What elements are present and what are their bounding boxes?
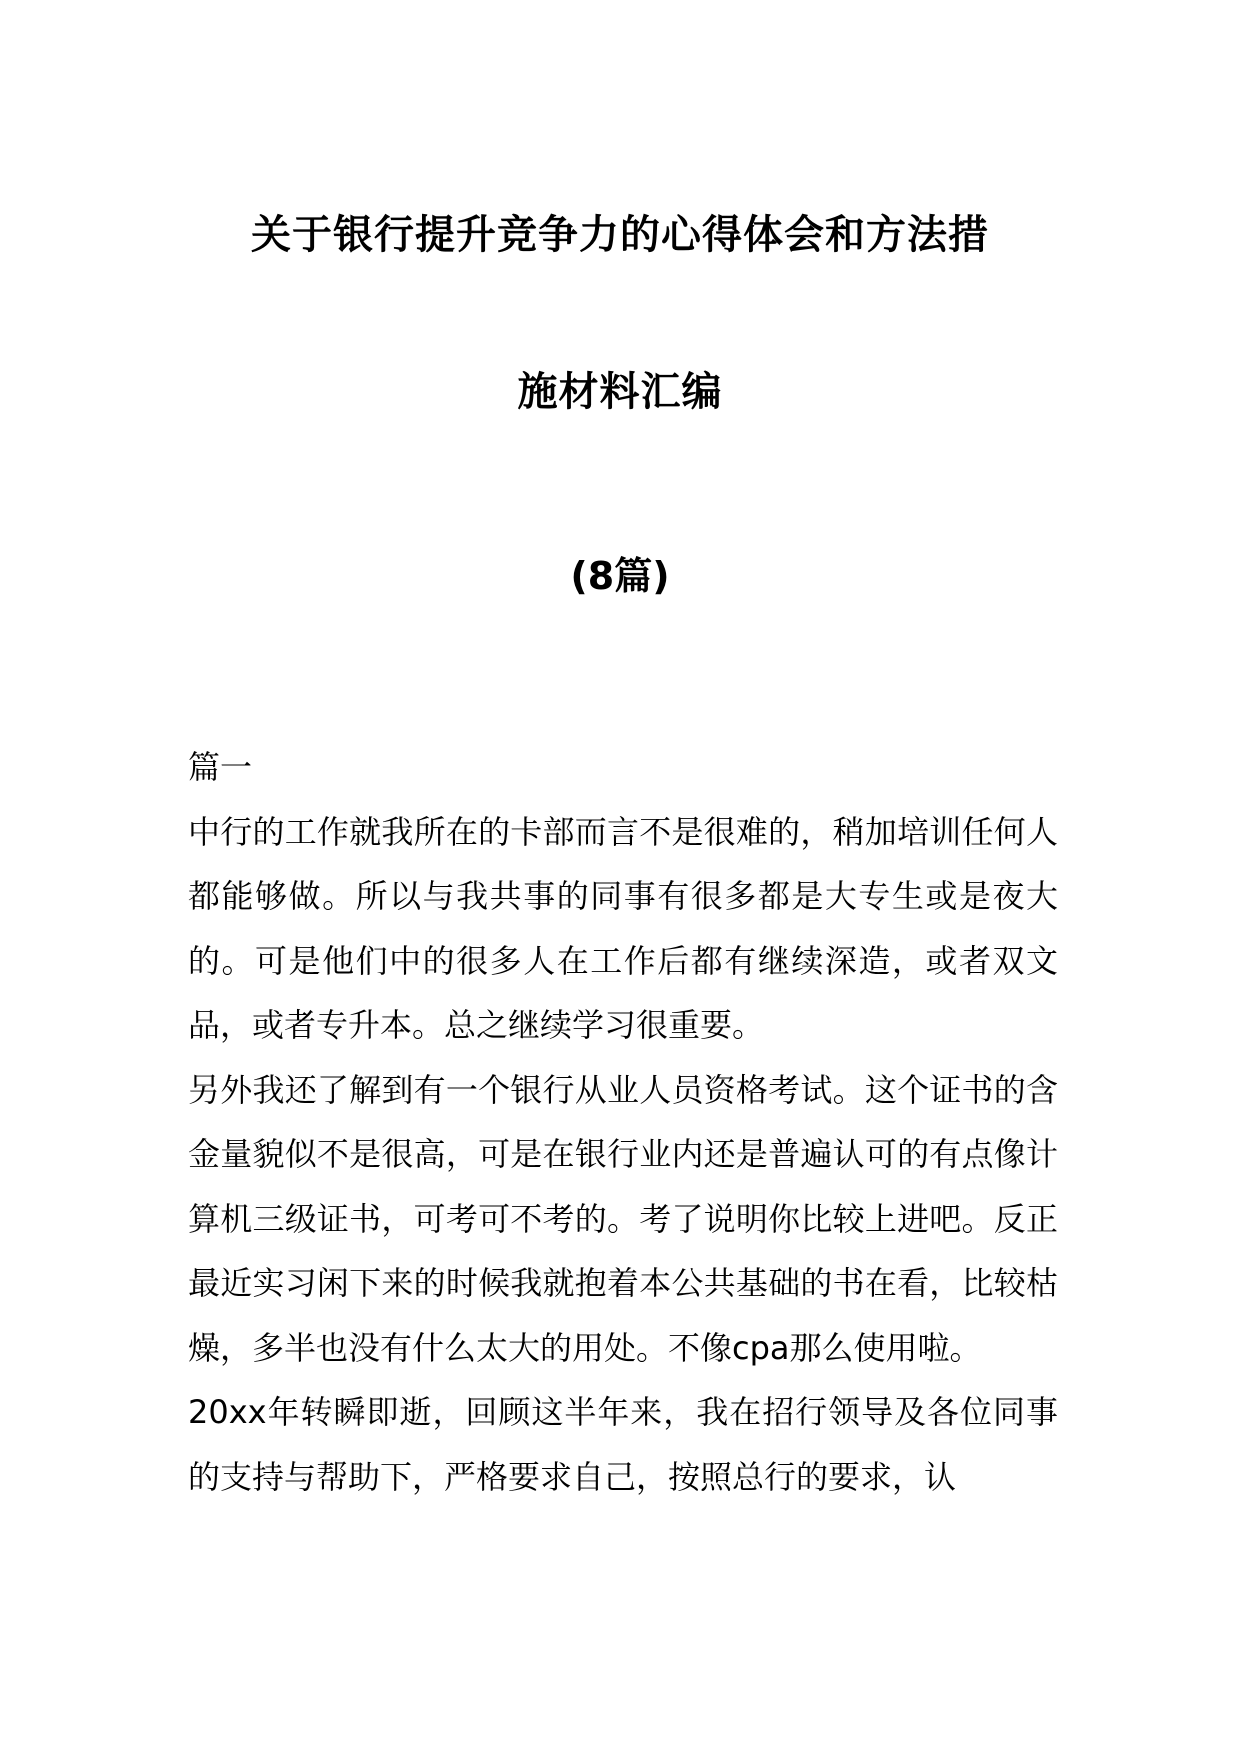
section-label: 篇一: [188, 748, 253, 786]
document-title-line-2: 施材料汇编: [517, 369, 723, 415]
document-body: [188, 735, 1058, 1509]
paragraph-1: 中行的工作就我所在的卡部而言不是很难的，稍加培训任何人都能够做。所以与我共事的同事有很多都是大专生或是夜大的。可是他们中的很多人在工作后都有继续深造，或者双文品，或者专升本。总之继续学习很重要。: [188, 812, 1058, 1044]
document-title-line-1: 关于银行提升竞争力的心得体会和方法措: [251, 212, 989, 258]
document-subtitle: (8篇): [570, 554, 670, 598]
paragraph-2: 另外我还了解到有一个银行从业人员资格考试。这个证书的含金量貌似不是很高，可是在银行业内还是普遍认可的有点像计算机三级证书，可考可不考的。考了说明你比较上进吧。反正最近实习闲下来的时候我就抱着本公共基础的书在看，比较枯燥，多半也没有什么太大的用处。不像cpa那么使用啦。: [188, 1070, 1058, 1367]
paragraph-3: 20xx年转瞬即逝，回顾这半年来，我在招行领导及各位同事的支持与帮助下，严格要求自己，按照总行的要求，认: [188, 1393, 1058, 1496]
